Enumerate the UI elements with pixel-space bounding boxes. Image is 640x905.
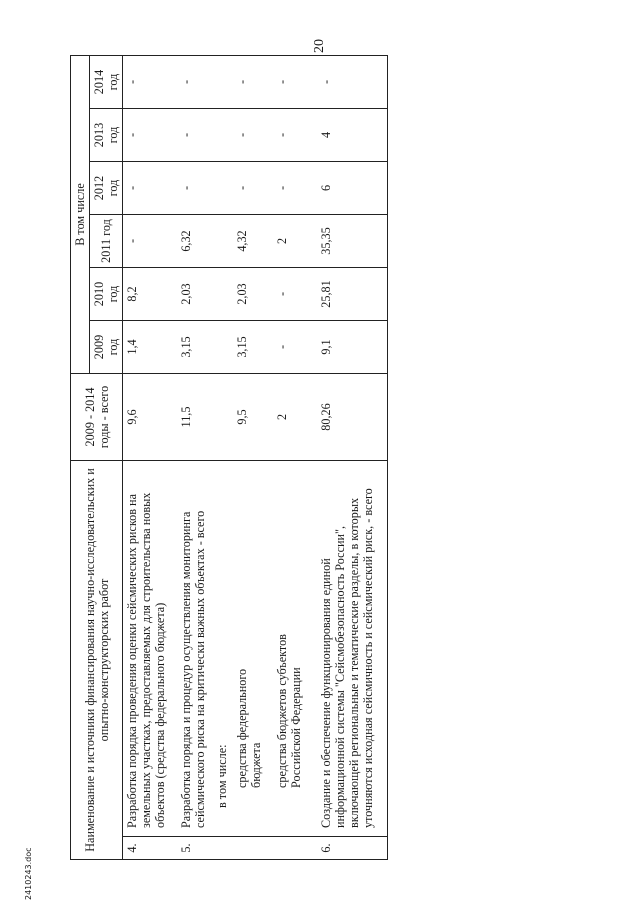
row-value: [209, 162, 231, 215]
row-value: -: [123, 215, 170, 268]
row-value: 2,03: [169, 268, 209, 321]
row-number: [265, 837, 305, 860]
row-name: Создание и обеспечение функционирования единой информационной системы "Сейсмобезопасность России", включающей региональные и тематические разделы, в которых уточняются исходная сейсмичность и сейсмический риск, - всего: [305, 461, 388, 837]
row-value: -: [169, 56, 209, 109]
header-year-2013: 2013 год: [90, 109, 123, 162]
row-total: 80,26: [305, 374, 388, 461]
row-total: 9,5: [231, 374, 265, 461]
row-total: 9,6: [123, 374, 170, 461]
row-value: -: [123, 162, 170, 215]
row-value: -: [169, 162, 209, 215]
row-value: 3,15: [231, 321, 265, 374]
row-value: 4,32: [231, 215, 265, 268]
row-value: -: [265, 162, 305, 215]
page-number-text: 20: [312, 39, 327, 53]
row-total: 2: [265, 374, 305, 461]
row-value: 2,03: [231, 268, 265, 321]
header-year-2010: 2010 год: [90, 268, 123, 321]
header-year-2011: 2011 год: [90, 215, 123, 268]
row-value: -: [231, 109, 265, 162]
row-total: [209, 374, 231, 461]
row-value: -: [123, 56, 170, 109]
rotated-table: [70, 55, 436, 860]
row-value: 3,15: [169, 321, 209, 374]
header-year-2014: 2014 год: [90, 56, 123, 109]
row-value: [209, 215, 231, 268]
row-value: 35,35: [305, 215, 388, 268]
row-number: [209, 837, 231, 860]
row-value: [209, 268, 231, 321]
row-value: -: [231, 162, 265, 215]
row-value: -: [169, 109, 209, 162]
row-value: -: [265, 109, 305, 162]
row-value: 1,4: [123, 321, 170, 374]
document-id-text: 2410243.doc: [24, 847, 33, 900]
row-value: [209, 321, 231, 374]
row-value: -: [231, 56, 265, 109]
table-row: [305, 56, 388, 860]
row-number: 6.: [305, 837, 388, 860]
header-year-2009: 2009 год: [90, 321, 123, 374]
row-value: [209, 56, 231, 109]
row-value: 8,2: [123, 268, 170, 321]
row-number: 5.: [169, 837, 209, 860]
row-value: 4: [305, 109, 388, 162]
header-total: 2009 - 2014 годы - всего: [71, 374, 123, 461]
row-value: [209, 109, 231, 162]
row-value: 6: [305, 162, 388, 215]
row-value: -: [123, 109, 170, 162]
table-row: [265, 56, 305, 860]
header-group: В том числе: [71, 56, 90, 374]
header-row-1: [71, 56, 90, 860]
row-name: Разработка порядка проведения оценки сейсмических рисков на земельных участках, предоставляемых для строительства новых объектов (средства федерального бюджета): [123, 461, 170, 837]
row-value: 2: [265, 215, 305, 268]
row-value: 25,81: [305, 268, 388, 321]
row-value: -: [265, 268, 305, 321]
header-year-2012: 2012 год: [90, 162, 123, 215]
row-name: Разработка порядка и процедур осуществления мониторинга сейсмического риска на критически важных объектах - всего: [169, 461, 209, 837]
row-name: средства федерального бюджета: [231, 461, 265, 837]
document-id: [24, 847, 44, 900]
table-row: [169, 56, 209, 860]
table-row: [209, 56, 231, 860]
header-name: Наименование и источники финансирования научно-исследовательских и опытно-конструкторских работ: [71, 461, 123, 860]
row-total: 11,5: [169, 374, 209, 461]
row-value: -: [305, 56, 388, 109]
row-value: -: [265, 56, 305, 109]
table-row: [231, 56, 265, 860]
row-value: 9,1: [305, 321, 388, 374]
row-number: 4.: [123, 837, 170, 860]
funding-table: [70, 55, 388, 860]
row-value: -: [265, 321, 305, 374]
row-name: в том числе:: [209, 461, 231, 837]
row-number: [231, 837, 265, 860]
row-value: 6,32: [169, 215, 209, 268]
row-name: средства бюджетов субъектов Российской Федерации: [265, 461, 305, 837]
table-row: [123, 56, 170, 860]
